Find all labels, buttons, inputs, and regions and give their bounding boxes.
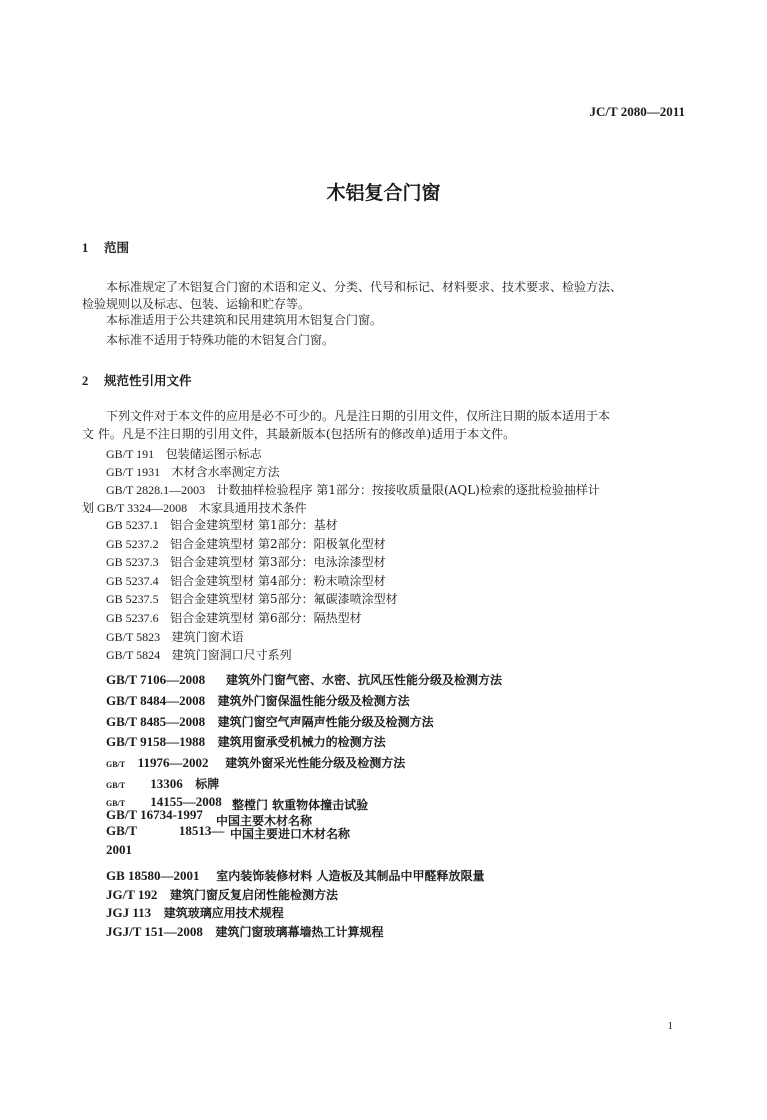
reference-name: 整樘门 软重物体撞击试验: [232, 798, 369, 812]
reference-item-bold: GB 18580—2001 室内装饰装修材料 人造板及其制品中甲醛释放限量: [106, 868, 485, 883]
paragraph: 本标准不适用于特殊功能的木铝复合门窗。: [106, 333, 335, 347]
reference-item: GB 5237.6 铝合金建筑型材 第6部分：隔热型材: [106, 611, 362, 625]
reference-item: GB 5237.2 铝合金建筑型材 第2部分：阳极氧化型材: [106, 537, 386, 551]
reference-item: 划 GB/T 3324—2008 木家具通用技术条件: [82, 501, 307, 515]
paragraph: 文 件。凡是不注日期的引用文件，其最新版本(包括所有的修改单)适用于本文件。: [82, 427, 516, 441]
section-2-heading: [82, 371, 192, 389]
paragraph: 本标准适用于公共建筑和民用建筑用木铝复合门窗。: [106, 313, 383, 327]
reference-item-bold: GB/T 14155—2008: [106, 794, 222, 809]
paragraph: 本标准规定了木铝复合门窗的术语和定义、分类、代号和标记、材料要求、技术要求、检验方法、: [106, 280, 623, 294]
reference-item-bold: JGJ 113 建筑玻璃应用技术规程: [106, 905, 284, 920]
document-title: 木铝复合门窗: [326, 182, 441, 204]
reference-item: GB/T 191 包装储运图示标志: [106, 447, 262, 461]
reference-item: GB 5237.3 铝合金建筑型材 第3部分：电泳涂漆型材: [106, 555, 386, 569]
reference-item-bold: GB/T 11976—2002 建筑外窗采光性能分级及检测方法: [106, 755, 406, 770]
reference-item-bold: JG/T 192 建筑门窗反复启闭性能检测方法: [106, 887, 338, 902]
reference-name: 中国主要木材名称: [216, 814, 313, 828]
section-title: 范围: [104, 240, 130, 255]
reference-name: 中国主要进口木材名称: [230, 827, 351, 841]
reference-item: GB 5237.4 铝合金建筑型材 第4部分：粉末喷涂型材: [106, 574, 386, 588]
section-number: 1: [82, 241, 89, 255]
paragraph: 下列文件对于本文件的应用是必不可少的。凡是注日期的引用文件，仅所注日期的版本适用于本: [106, 409, 611, 423]
reference-item-bold: GB/T 18513—: [106, 823, 225, 838]
reference-item: GB 5237.5 铝合金建筑型材 第5部分：氟碳漆喷涂型材: [106, 592, 398, 606]
reference-item: GB/T 1931 木材含水率测定方法: [106, 465, 280, 479]
reference-item: GB 5237.1 铝合金建筑型材 第1部分：基材: [106, 518, 338, 532]
section-title: 规范性引用文件: [104, 373, 192, 388]
reference-item-bold: GB/T 7106—2008 建筑外门窗气密、水密、抗风压性能分级及检测方法: [106, 672, 502, 687]
reference-item-bold: JGJ/T 151—2008 建筑门窗玻璃幕墙热工计算规程: [106, 924, 384, 939]
reference-item-bold: GB/T 9158—1988 建筑用窗承受机械力的检测方法: [106, 734, 386, 749]
reference-item-bold: GB/T 13306 标牌: [106, 776, 220, 791]
reference-item-bold: GB/T 8485—2008 建筑门窗空气声隔声性能分级及检测方法: [106, 714, 434, 729]
standard-number: JC/T 2080—2011: [589, 104, 685, 119]
paragraph: 检验规则以及标志、包装、运输和贮存等。: [82, 297, 311, 311]
reference-item: GB/T 5824 建筑门窗洞口尺寸系列: [106, 648, 292, 662]
reference-item: GB/T 5823 建筑门窗术语: [106, 630, 244, 644]
reference-item-bold: GB/T 8484—2008 建筑外门窗保温性能分级及检测方法: [106, 693, 410, 708]
reference-year: 2001: [106, 842, 132, 857]
section-1-heading: [82, 238, 129, 256]
page-number: 1: [667, 1020, 673, 1032]
section-number: 2: [82, 374, 89, 388]
reference-item: GB/T 2828.1—2003 计数抽样检验程序 第1部分：按接收质量限(AQL)检索的逐批检验抽样计: [106, 483, 600, 497]
reference-item-bold: GB/T 16734-1997: [106, 807, 203, 822]
